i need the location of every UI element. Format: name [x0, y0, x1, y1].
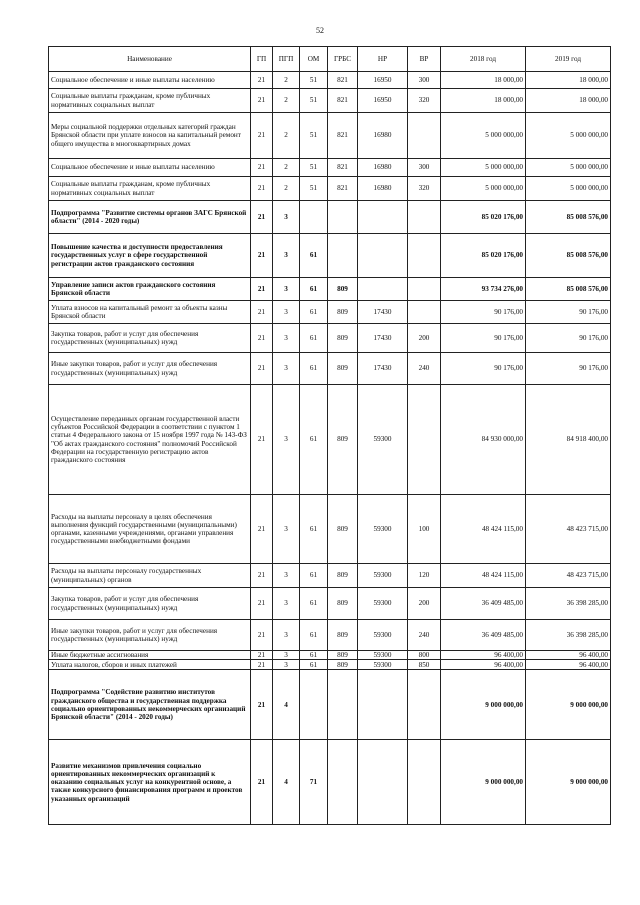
- cell-gp: 21: [251, 72, 273, 89]
- cell-pgp: 2: [273, 89, 300, 113]
- cell-grbs: 809: [328, 353, 358, 385]
- cell-name: Закупка товаров, работ и услуг для обеспечения государственных (муниципальных) нужд: [49, 588, 251, 620]
- cell-gp: 21: [251, 301, 273, 324]
- table-row: [49, 495, 611, 564]
- cell-nr: [358, 740, 408, 825]
- cell-grbs: 809: [328, 495, 358, 564]
- cell-y2018: 84 930 000,00: [441, 385, 526, 495]
- cell-gp: 21: [251, 89, 273, 113]
- cell-name: Повышение качества и доступности предоставления государственных услуг в сфере государственной регистрации актов гражданского состояния: [49, 234, 251, 278]
- cell-pgp: 3: [273, 385, 300, 495]
- cell-grbs: [328, 234, 358, 278]
- cell-nr: 16950: [358, 89, 408, 113]
- header-grbs: ГРБС: [328, 47, 358, 72]
- cell-gp: 21: [251, 113, 273, 159]
- cell-nr: 59300: [358, 620, 408, 651]
- cell-y2018: 96 400,00: [441, 651, 526, 660]
- cell-name: Иные закупки товаров, работ и услуг для обеспечения государственных (муниципальных) нужд: [49, 353, 251, 385]
- table-row: [49, 385, 611, 495]
- cell-vr: 300: [408, 72, 441, 89]
- cell-gp: 21: [251, 177, 273, 201]
- cell-name: Социальные выплаты гражданам, кроме публичных нормативных социальных выплат: [49, 89, 251, 113]
- cell-om: 61: [300, 353, 328, 385]
- table-row: [49, 324, 611, 353]
- cell-pgp: 3: [273, 201, 300, 234]
- cell-y2018: 48 424 115,00: [441, 495, 526, 564]
- cell-nr: 16980: [358, 159, 408, 177]
- cell-vr: 120: [408, 564, 441, 588]
- cell-pgp: 4: [273, 670, 300, 740]
- table-row: [49, 620, 611, 651]
- cell-om: 51: [300, 72, 328, 89]
- cell-y2018: 93 734 276,00: [441, 278, 526, 301]
- cell-name: Иные закупки товаров, работ и услуг для обеспечения государственных (муниципальных) нужд: [49, 620, 251, 651]
- cell-om: 71: [300, 740, 328, 825]
- table-row: [49, 177, 611, 201]
- cell-grbs: [328, 201, 358, 234]
- cell-vr: 320: [408, 89, 441, 113]
- cell-om: 61: [300, 588, 328, 620]
- cell-pgp: 3: [273, 620, 300, 651]
- cell-y2019: 90 176,00: [526, 301, 611, 324]
- cell-name: Иные бюджетные ассигнования: [49, 651, 251, 660]
- cell-y2019: 5 000 000,00: [526, 113, 611, 159]
- cell-pgp: 3: [273, 301, 300, 324]
- cell-gp: 21: [251, 660, 273, 670]
- cell-om: 61: [300, 660, 328, 670]
- cell-gp: 21: [251, 564, 273, 588]
- cell-pgp: 4: [273, 740, 300, 825]
- cell-pgp: 3: [273, 324, 300, 353]
- cell-nr: 16980: [358, 177, 408, 201]
- table-row: [49, 89, 611, 113]
- cell-om: 61: [300, 651, 328, 660]
- cell-pgp: 2: [273, 113, 300, 159]
- cell-name: Меры социальной поддержки отдельных категорий граждан Брянской области при уплате взносов на капитальный ремонт общего имущества в многоквартирных домах: [49, 113, 251, 159]
- cell-gp: 21: [251, 588, 273, 620]
- table-row: [49, 660, 611, 670]
- cell-gp: 21: [251, 651, 273, 660]
- header-om: ОМ: [300, 47, 328, 72]
- cell-grbs: 821: [328, 113, 358, 159]
- cell-nr: 17430: [358, 353, 408, 385]
- cell-name: Уплата налогов, сборов и иных платежей: [49, 660, 251, 670]
- header-2019: 2019 год: [526, 47, 611, 72]
- cell-gp: 21: [251, 740, 273, 825]
- cell-nr: 16980: [358, 113, 408, 159]
- cell-vr: [408, 201, 441, 234]
- cell-om: 61: [300, 495, 328, 564]
- table-row: [49, 278, 611, 301]
- cell-gp: 21: [251, 495, 273, 564]
- cell-name: Осуществление переданных органам государственной власти субъектов Российской Федерации в соответствии с пунктом 1 статьи 4 Федерального закона от 15 ноября 1997 года № 143-ФЗ "Об актах гражданского состояния" полномочий Российской Федерации на государственную регистрацию актов гражданского состояния: [49, 385, 251, 495]
- cell-y2019: 84 918 400,00: [526, 385, 611, 495]
- cell-vr: [408, 234, 441, 278]
- cell-grbs: 821: [328, 89, 358, 113]
- cell-pgp: 3: [273, 278, 300, 301]
- cell-y2019: 9 000 000,00: [526, 740, 611, 825]
- cell-nr: 59300: [358, 564, 408, 588]
- cell-y2019: 18 000,00: [526, 89, 611, 113]
- cell-grbs: 821: [328, 177, 358, 201]
- table-header-row: [49, 47, 611, 72]
- header-nr: НР: [358, 47, 408, 72]
- cell-pgp: 3: [273, 588, 300, 620]
- cell-pgp: 3: [273, 651, 300, 660]
- cell-name: Подпрограмма "Развитие системы органов ЗАГС Брянской области" (2014 - 2020 годы): [49, 201, 251, 234]
- cell-nr: 59300: [358, 588, 408, 620]
- cell-name: Расходы на выплаты персоналу в целях обеспечения выполнения функций государственными (муниципальными) органами, казенными учреждениями, органами управления государственными внебюджетными фондами: [49, 495, 251, 564]
- cell-vr: 240: [408, 353, 441, 385]
- cell-y2019: 9 000 000,00: [526, 670, 611, 740]
- table-row: [49, 159, 611, 177]
- cell-om: [300, 201, 328, 234]
- cell-vr: [408, 301, 441, 324]
- cell-y2019: 5 000 000,00: [526, 159, 611, 177]
- cell-pgp: 3: [273, 234, 300, 278]
- cell-nr: [358, 234, 408, 278]
- cell-y2019: 48 423 715,00: [526, 495, 611, 564]
- cell-grbs: 821: [328, 159, 358, 177]
- table-row: [49, 201, 611, 234]
- table-row: [49, 651, 611, 660]
- cell-gp: 21: [251, 159, 273, 177]
- cell-pgp: 3: [273, 495, 300, 564]
- cell-om: 61: [300, 564, 328, 588]
- cell-vr: 100: [408, 495, 441, 564]
- table-row: [49, 113, 611, 159]
- cell-y2018: 18 000,00: [441, 72, 526, 89]
- cell-om: 51: [300, 159, 328, 177]
- cell-y2019: 90 176,00: [526, 353, 611, 385]
- table-row: [49, 234, 611, 278]
- cell-y2019: 48 423 715,00: [526, 564, 611, 588]
- cell-vr: [408, 670, 441, 740]
- cell-pgp: 3: [273, 353, 300, 385]
- cell-om: 61: [300, 385, 328, 495]
- cell-y2018: 85 020 176,00: [441, 201, 526, 234]
- cell-vr: [408, 740, 441, 825]
- cell-vr: 800: [408, 651, 441, 660]
- cell-nr: 59300: [358, 385, 408, 495]
- cell-nr: 16950: [358, 72, 408, 89]
- cell-name: Социальное обеспечение и иные выплаты населению: [49, 159, 251, 177]
- cell-om: 51: [300, 177, 328, 201]
- cell-vr: 850: [408, 660, 441, 670]
- cell-om: 61: [300, 324, 328, 353]
- cell-name: Расходы на выплаты персоналу государственных (муниципальных) органов: [49, 564, 251, 588]
- table-body: [49, 72, 611, 825]
- cell-vr: [408, 113, 441, 159]
- cell-nr: 59300: [358, 660, 408, 670]
- cell-y2018: 90 176,00: [441, 324, 526, 353]
- budget-table: [48, 46, 611, 825]
- cell-gp: 21: [251, 324, 273, 353]
- cell-name: Подпрограмма "Содействие развитию институтов гражданского общества и государственная поддержка социально ориентированных некоммерческих организаций Брянской области" (2014 - 2020 годы): [49, 670, 251, 740]
- cell-y2019: 90 176,00: [526, 324, 611, 353]
- cell-gp: 21: [251, 385, 273, 495]
- cell-gp: 21: [251, 201, 273, 234]
- cell-y2018: 96 400,00: [441, 660, 526, 670]
- cell-om: 61: [300, 234, 328, 278]
- cell-y2019: 85 008 576,00: [526, 234, 611, 278]
- cell-om: 61: [300, 278, 328, 301]
- cell-grbs: 809: [328, 385, 358, 495]
- cell-vr: [408, 278, 441, 301]
- header-gp: ГП: [251, 47, 273, 72]
- cell-y2018: 90 176,00: [441, 353, 526, 385]
- table-row: [49, 740, 611, 825]
- cell-om: 51: [300, 89, 328, 113]
- cell-gp: 21: [251, 278, 273, 301]
- cell-nr: [358, 670, 408, 740]
- cell-grbs: 809: [328, 660, 358, 670]
- cell-grbs: 809: [328, 620, 358, 651]
- cell-name: Развитие механизмов привлечения социально ориентированных некоммерческих организаций к оказанию социальных услуг на конкурентной основе, а также конкурсного финансирования программ и проектов указанных организаций: [49, 740, 251, 825]
- cell-name: Социальные выплаты гражданам, кроме публичных нормативных социальных выплат: [49, 177, 251, 201]
- cell-y2019: 96 400,00: [526, 651, 611, 660]
- cell-y2019: 18 000,00: [526, 72, 611, 89]
- cell-om: 61: [300, 301, 328, 324]
- table-row: [49, 564, 611, 588]
- cell-y2019: 36 398 285,00: [526, 588, 611, 620]
- cell-grbs: 809: [328, 278, 358, 301]
- cell-nr: 17430: [358, 324, 408, 353]
- cell-om: [300, 670, 328, 740]
- cell-grbs: [328, 670, 358, 740]
- cell-vr: 200: [408, 588, 441, 620]
- cell-pgp: 2: [273, 177, 300, 201]
- cell-nr: [358, 201, 408, 234]
- header-2018: 2018 год: [441, 47, 526, 72]
- cell-y2019: 36 398 285,00: [526, 620, 611, 651]
- cell-pgp: 3: [273, 564, 300, 588]
- cell-y2018: 5 000 000,00: [441, 177, 526, 201]
- cell-gp: 21: [251, 234, 273, 278]
- cell-name: Управление записи актов гражданского состояния Брянской области: [49, 278, 251, 301]
- cell-y2019: 5 000 000,00: [526, 177, 611, 201]
- header-pgp: ПГП: [273, 47, 300, 72]
- cell-y2019: 85 008 576,00: [526, 201, 611, 234]
- cell-vr: 240: [408, 620, 441, 651]
- cell-y2018: 18 000,00: [441, 89, 526, 113]
- cell-grbs: 821: [328, 72, 358, 89]
- cell-nr: 59300: [358, 651, 408, 660]
- cell-gp: 21: [251, 620, 273, 651]
- cell-om: 61: [300, 620, 328, 651]
- table-row: [49, 353, 611, 385]
- cell-y2019: 96 400,00: [526, 660, 611, 670]
- cell-y2018: 5 000 000,00: [441, 113, 526, 159]
- header-vr: ВР: [408, 47, 441, 72]
- cell-y2018: 85 020 176,00: [441, 234, 526, 278]
- cell-gp: 21: [251, 353, 273, 385]
- cell-y2018: 90 176,00: [441, 301, 526, 324]
- table-row: [49, 670, 611, 740]
- cell-grbs: [328, 740, 358, 825]
- cell-y2018: 5 000 000,00: [441, 159, 526, 177]
- cell-om: 51: [300, 113, 328, 159]
- cell-nr: [358, 278, 408, 301]
- cell-pgp: 2: [273, 159, 300, 177]
- cell-nr: 59300: [358, 495, 408, 564]
- cell-y2018: 36 409 485,00: [441, 588, 526, 620]
- cell-y2018: 9 000 000,00: [441, 670, 526, 740]
- cell-name: Социальное обеспечение и иные выплаты населению: [49, 72, 251, 89]
- page-number: 52: [316, 26, 324, 35]
- cell-grbs: 809: [328, 301, 358, 324]
- cell-y2018: 48 424 115,00: [441, 564, 526, 588]
- cell-gp: 21: [251, 670, 273, 740]
- table-row: [49, 301, 611, 324]
- cell-grbs: 809: [328, 651, 358, 660]
- header-name: Наименование: [49, 47, 251, 72]
- cell-grbs: 809: [328, 564, 358, 588]
- cell-name: Уплата взносов на капитальный ремонт за объекты казны Брянской области: [49, 301, 251, 324]
- cell-nr: 17430: [358, 301, 408, 324]
- cell-grbs: 809: [328, 588, 358, 620]
- table-row: [49, 588, 611, 620]
- cell-vr: 320: [408, 177, 441, 201]
- cell-pgp: 2: [273, 72, 300, 89]
- cell-y2019: 85 008 576,00: [526, 278, 611, 301]
- cell-vr: 200: [408, 324, 441, 353]
- cell-grbs: 809: [328, 324, 358, 353]
- cell-y2018: 9 000 000,00: [441, 740, 526, 825]
- cell-vr: 300: [408, 159, 441, 177]
- table-row: [49, 72, 611, 89]
- cell-name: Закупка товаров, работ и услуг для обеспечения государственных (муниципальных) нужд: [49, 324, 251, 353]
- cell-pgp: 3: [273, 660, 300, 670]
- cell-vr: [408, 385, 441, 495]
- cell-y2018: 36 409 485,00: [441, 620, 526, 651]
